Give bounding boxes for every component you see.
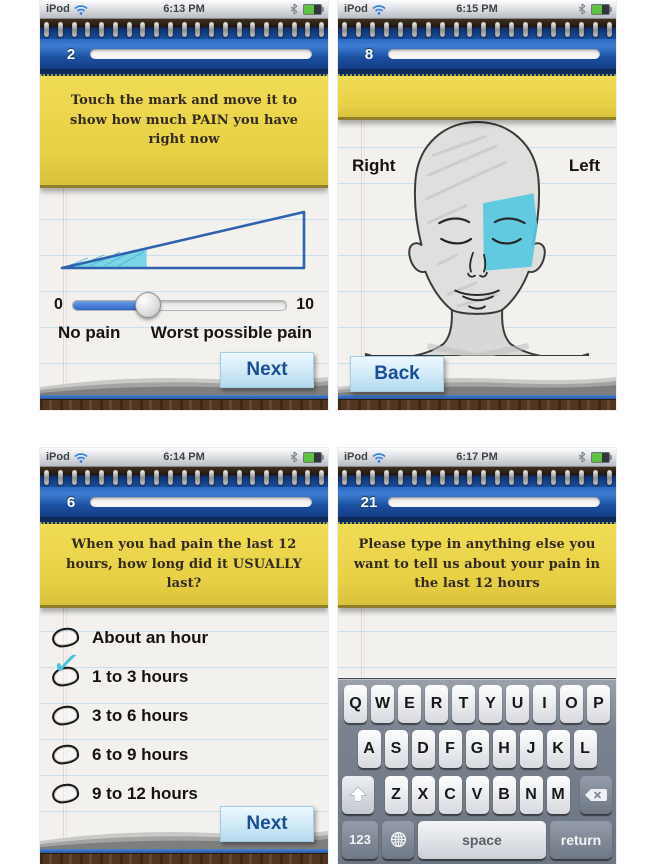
scale-max-value: 10 — [296, 296, 314, 313]
binder-ring — [319, 470, 324, 485]
ios-keyboard — [338, 678, 616, 864]
option-6-to-9-hours[interactable] — [52, 735, 320, 774]
key-t[interactable]: T — [452, 685, 475, 723]
binder-ring — [356, 470, 361, 485]
status-bar — [40, 0, 328, 19]
binder-ring — [440, 470, 445, 485]
option-label: 3 to 6 hours — [92, 705, 189, 725]
key-b[interactable]: B — [493, 776, 516, 814]
screen-pain-notes — [338, 448, 616, 864]
key-k[interactable]: K — [547, 730, 570, 768]
binder-ring — [223, 22, 228, 37]
key-r[interactable]: R — [425, 685, 448, 723]
binder-ring — [342, 22, 347, 37]
back-button[interactable]: Back — [350, 356, 444, 392]
battery-icon — [303, 4, 322, 15]
battery-icon — [591, 452, 610, 463]
paper-content — [40, 524, 328, 864]
binder-ring — [278, 470, 283, 485]
clock: 6:14 PM — [163, 451, 205, 463]
paper-content — [338, 524, 616, 864]
spiral-binding — [40, 19, 328, 39]
carrier-label: iPod — [344, 451, 368, 463]
globe-key[interactable] — [382, 821, 414, 859]
bluetooth-icon — [290, 3, 298, 15]
page-number: 21 — [360, 493, 378, 511]
binder-ring — [551, 470, 556, 485]
binder-ring — [113, 22, 118, 37]
blank-note — [338, 76, 616, 120]
wood-desk — [40, 399, 328, 410]
binder-ring — [305, 470, 310, 485]
screen-pain-duration — [40, 448, 328, 864]
binder-ring — [319, 22, 324, 37]
key-p[interactable]: P — [587, 685, 610, 723]
binder-ring — [223, 470, 228, 485]
binder-ring — [412, 470, 417, 485]
binder-ring — [58, 22, 63, 37]
status-bar — [338, 0, 616, 19]
shift-icon — [348, 786, 368, 803]
binder-ring — [182, 22, 187, 37]
answer-options — [49, 618, 320, 813]
binder-ring — [551, 22, 556, 37]
pain-slider-track[interactable] — [72, 300, 287, 311]
binder-ring — [72, 22, 77, 37]
carrier-label: iPod — [344, 3, 368, 15]
binder-ring — [607, 22, 612, 37]
clock: 6:13 PM — [163, 3, 205, 15]
binder-ring — [593, 470, 598, 485]
binder-ring — [467, 470, 472, 485]
globe-icon — [390, 831, 407, 848]
wifi-icon — [372, 452, 386, 463]
binder-ring — [467, 22, 472, 37]
page-number: 2 — [66, 45, 76, 63]
binder-ring — [509, 22, 514, 37]
carrier-label: iPod — [46, 3, 70, 15]
option-bubble — [51, 705, 80, 727]
binder-ring — [412, 22, 417, 37]
wood-desk — [40, 853, 328, 864]
binder-ring — [264, 470, 269, 485]
binder-ring — [342, 470, 347, 485]
wifi-icon — [74, 452, 88, 463]
binder-ring — [565, 470, 570, 485]
page-number: 8 — [364, 45, 374, 63]
bluetooth-icon — [578, 3, 586, 15]
screen-pain-location — [338, 0, 616, 410]
next-button[interactable]: Next — [220, 352, 314, 388]
key-s[interactable]: S — [385, 730, 408, 768]
progress-header — [40, 39, 328, 71]
binder-ring — [370, 470, 375, 485]
key-q[interactable]: Q — [344, 685, 367, 723]
binder-ring — [127, 22, 132, 37]
binder-ring — [264, 22, 269, 37]
spiral-binding — [338, 19, 616, 39]
option-label: 9 to 12 hours — [92, 783, 198, 803]
key-u[interactable]: U — [506, 685, 529, 723]
key-o[interactable]: O — [560, 685, 583, 723]
scale-max-caption: Worst possible pain — [150, 323, 312, 342]
binder-ring — [537, 22, 542, 37]
binder-ring — [140, 470, 145, 485]
page-number: 6 — [66, 493, 76, 511]
binder-ring — [426, 470, 431, 485]
binder-ring — [85, 22, 90, 37]
key-l[interactable]: L — [574, 730, 597, 768]
binder-ring — [182, 470, 187, 485]
key-i[interactable]: I — [533, 685, 556, 723]
numbers-key[interactable]: 123 — [342, 821, 378, 859]
clock: 6:17 PM — [456, 451, 498, 463]
option-3-to-6-hours[interactable] — [52, 696, 320, 735]
progress-header — [40, 487, 328, 519]
binder-ring — [168, 470, 173, 485]
binder-ring — [209, 470, 214, 485]
key-w[interactable]: W — [371, 685, 394, 723]
question-text: When you had pain the last 12 hours, how long did it USUALLY last? — [66, 537, 302, 591]
progress-bar — [388, 49, 600, 59]
binder-ring — [44, 470, 49, 485]
binder-ring — [113, 470, 118, 485]
binder-ring — [85, 470, 90, 485]
key-c[interactable]: C — [439, 776, 462, 814]
pain-slider-thumb[interactable] — [135, 292, 161, 318]
progress-bar — [90, 497, 312, 507]
key-y[interactable]: Y — [479, 685, 502, 723]
wifi-icon — [372, 4, 386, 15]
progress-header — [338, 487, 616, 519]
key-d[interactable]: D — [412, 730, 435, 768]
binder-ring — [237, 470, 242, 485]
binder-ring — [99, 22, 104, 37]
binder-ring — [99, 470, 104, 485]
binder-ring — [426, 22, 431, 37]
binder-ring — [384, 470, 389, 485]
battery-icon — [303, 452, 322, 463]
progress-bar — [90, 49, 312, 59]
binder-ring — [250, 470, 255, 485]
backspace-icon — [584, 788, 608, 802]
binder-ring — [195, 22, 200, 37]
binder-ring — [44, 22, 49, 37]
backspace-key[interactable] — [580, 776, 612, 814]
binder-ring — [292, 470, 297, 485]
key-j[interactable]: J — [520, 730, 543, 768]
bluetooth-icon — [578, 451, 586, 463]
status-bar — [338, 448, 616, 467]
key-g[interactable]: G — [466, 730, 489, 768]
binder-ring — [237, 22, 242, 37]
option-bubble — [51, 783, 80, 805]
binder-ring — [356, 22, 361, 37]
binder-ring — [370, 22, 375, 37]
binder-ring — [140, 22, 145, 37]
key-v[interactable]: V — [466, 776, 489, 814]
binder-ring — [72, 470, 77, 485]
binder-ring — [454, 470, 459, 485]
binder-ring — [607, 470, 612, 485]
key-x[interactable]: X — [412, 776, 435, 814]
option-1-to-3-hours[interactable] — [49, 642, 320, 696]
binder-ring — [579, 22, 584, 37]
spiral-binding — [40, 467, 328, 487]
status-bar — [40, 448, 328, 467]
battery-icon — [591, 4, 610, 15]
progress-bar — [388, 497, 600, 507]
key-m[interactable]: M — [547, 776, 570, 814]
binder-ring — [440, 22, 445, 37]
scale-min-value: 0 — [54, 296, 63, 313]
binder-ring — [127, 470, 132, 485]
return-key[interactable]: return — [550, 821, 612, 859]
binder-ring — [523, 22, 528, 37]
binder-ring — [495, 22, 500, 37]
binder-ring — [509, 470, 514, 485]
binder-ring — [195, 470, 200, 485]
key-h[interactable]: H — [493, 730, 516, 768]
pain-scale-triangle — [56, 202, 312, 279]
option-about-an-hour[interactable] — [52, 618, 320, 657]
binder-ring — [384, 22, 389, 37]
binder-ring — [495, 470, 500, 485]
key-e[interactable]: E — [398, 685, 421, 723]
binder-ring — [250, 22, 255, 37]
binder-ring — [154, 22, 159, 37]
binder-ring — [593, 22, 598, 37]
binder-ring — [481, 22, 486, 37]
bluetooth-icon — [290, 451, 298, 463]
head-diagram[interactable] — [358, 116, 596, 356]
binder-ring — [523, 470, 528, 485]
pain-region-highlight — [483, 193, 538, 270]
left-side-label: Left — [568, 156, 600, 175]
binder-ring — [305, 22, 310, 37]
paper-content — [40, 76, 328, 410]
clock: 6:15 PM — [456, 3, 498, 15]
binder-ring — [398, 470, 403, 485]
binder-ring — [292, 22, 297, 37]
binder-ring — [168, 22, 173, 37]
binder-ring — [278, 22, 283, 37]
right-side-label: Right — [352, 156, 396, 175]
option-label: 1 to 3 hours — [92, 666, 189, 686]
question-note — [338, 524, 616, 608]
key-a[interactable]: A — [358, 730, 381, 768]
binder-ring — [454, 22, 459, 37]
binder-ring — [209, 22, 214, 37]
binder-ring — [565, 22, 570, 37]
question-note — [40, 76, 328, 188]
binder-ring — [398, 22, 403, 37]
spiral-binding — [338, 467, 616, 487]
binder-ring — [481, 470, 486, 485]
wifi-icon — [74, 4, 88, 15]
scale-min-caption: No pain — [58, 323, 121, 342]
binder-ring — [154, 470, 159, 485]
option-bubble — [51, 744, 80, 766]
key-n[interactable]: N — [520, 776, 543, 814]
binder-ring — [58, 470, 63, 485]
option-label: 6 to 9 hours — [92, 744, 189, 764]
checkmark-icon: ✓ — [49, 642, 84, 686]
next-button[interactable]: Next — [220, 806, 314, 842]
progress-header — [338, 39, 616, 71]
paper-content — [338, 76, 616, 410]
binder-ring — [537, 470, 542, 485]
wood-desk — [338, 399, 616, 410]
binder-ring — [579, 470, 584, 485]
carrier-label: iPod — [46, 451, 70, 463]
key-z[interactable]: Z — [385, 776, 408, 814]
shift-key[interactable] — [342, 776, 374, 814]
option-label: About an hour — [92, 627, 209, 647]
screen-pain-intensity — [40, 0, 328, 410]
space-key[interactable]: space — [418, 821, 546, 859]
key-f[interactable]: F — [439, 730, 462, 768]
question-text: Touch the mark and move it to show how much PAIN you have right now — [69, 93, 299, 147]
question-text: Please type in anything else you want to tell us about your pain in the last 12 hours — [353, 537, 601, 591]
question-note — [40, 524, 328, 608]
